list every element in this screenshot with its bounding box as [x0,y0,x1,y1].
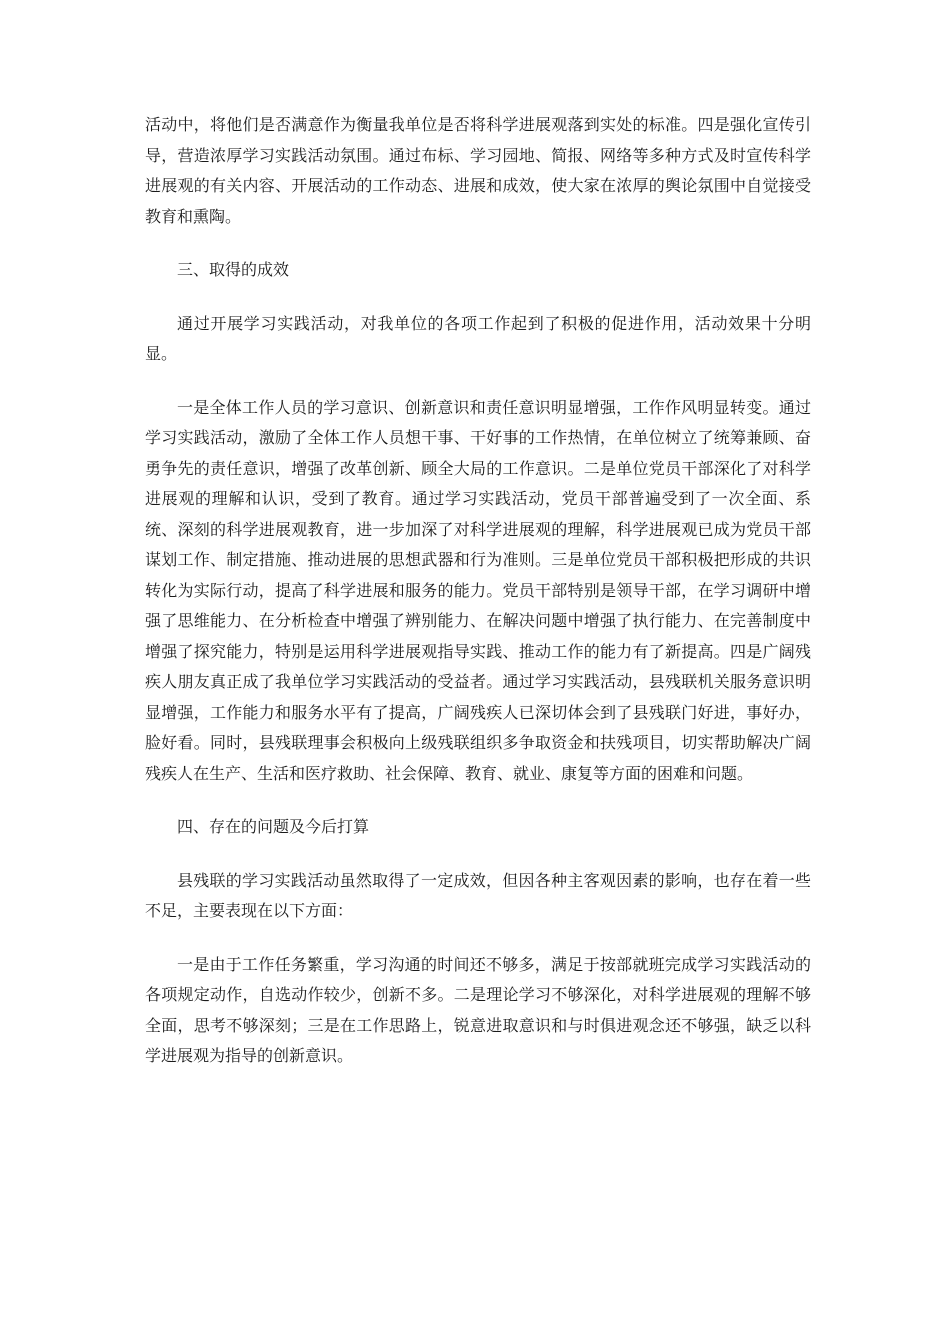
section-heading-problems: 四、存在的问题及今后打算 [177,817,370,836]
section-heading-achievements: 三、取得的成效 [177,260,290,279]
document-page [145,110,811,1072]
paragraph-achievements-detail: 一是全体工作人员的学习意识、创新意识和责任意识明显增强，工作作风明显转变。通过学习实践活动，激励了全体工作人员想干事、干好事的工作热情，在单位树立了统筹兼顾、奋勇争先的责任意识，增强了改革创新、顾全大局的工作意识。二是单位党员干部深化了对科学进展观的理解和认识，受到了教育。通过学习实践活动，党员干部普遍受到了一次全面、系统、深刻的科学进展观教育，进一步加深了对科学进展观的理解，科学进展观已成为党员干部谋划工作、制定措施、推动进展的思想武器和行为准则。三是单位党员干部积极把形成的共识转化为实际行动，提高了科学进展和服务的能力。党员干部特别是领导干部，在学习调研中增强了思维能力、在分析检查中增强了辨别能力、在解决问题中增强了执行能力、在完善制度中增强了探究能力，特别是运用科学进展观指导实践、推动工作的能力有了新提高。四是广阔残疾人朋友真正成了我单位学习实践活动的受益者。通过学习实践活动，县残联机关服务意识明显增强，工作能力和服务水平有了提高，广阔残疾人已深切体会到了县残联门好进，事好办，脸好看。同时，县残联理事会积极向上级残联组织多争取资金和扶残项目，切实帮助解决广阔残疾人在生产、生活和医疗救助、社会保障、教育、就业、康复等方面的困难和问题。 [145,397,811,783]
paragraph-continuation: 活动中，将他们是否满意作为衡量我单位是否将科学进展观落到实处的标准。四是强化宣传引导，营造浓厚学习实践活动氛围。通过布标、学习园地、简报、网络等多种方式及时宣传科学进展观的有关内容、开展活动的工作动态、进展和成效，使大家在浓厚的舆论氛围中自觉接受教育和熏陶。 [145,115,811,226]
paragraph-problems-intro: 县残联的学习实践活动虽然取得了一定成效，但因各种主客观因素的影响，也存在着一些不足，主要表现在以下方面： [145,870,811,920]
paragraph-achievements-intro: 通过开展学习实践活动，对我单位的各项工作起到了积极的促进作用，活动效果十分明显。 [145,313,811,363]
paragraph-problems-detail: 一是由于工作任务繁重，学习沟通的时间还不够多，满足于按部就班完成学习实践活动的各项规定动作，自选动作较少，创新不多。二是理论学习不够深化，对科学进展观的理解不够全面，思考不够深刻；三是在工作思路上，锐意进取意识和与时俱进观念还不够强，缺乏以科学进展观为指导的创新意识。 [145,954,811,1065]
